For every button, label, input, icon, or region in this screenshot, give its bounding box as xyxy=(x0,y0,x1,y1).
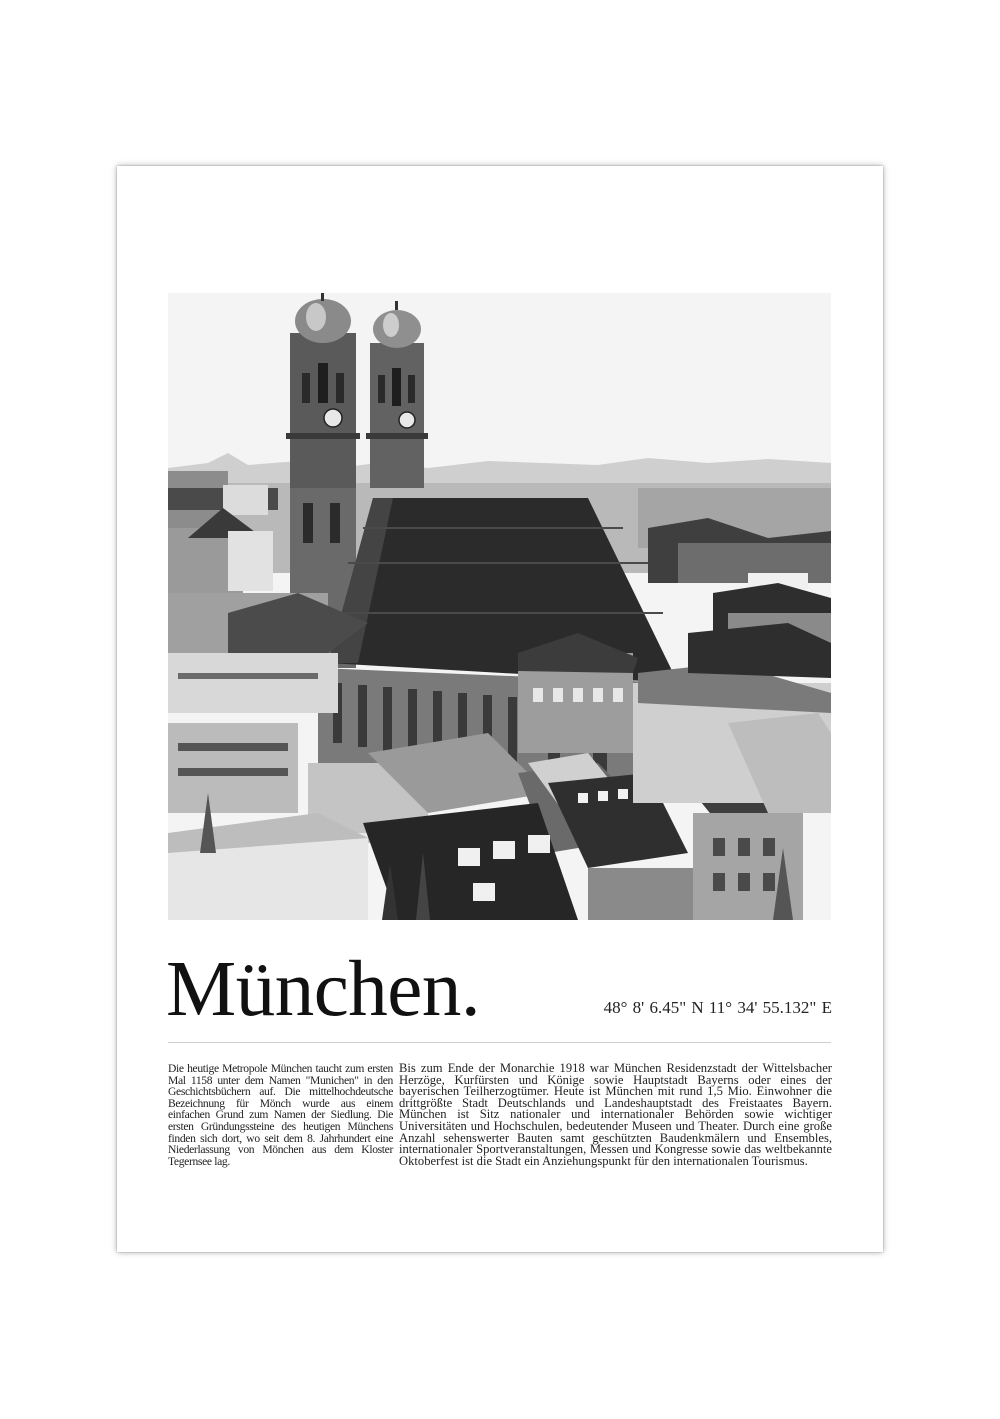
city-photo xyxy=(168,293,831,920)
poster xyxy=(117,166,883,1252)
divider-line xyxy=(168,1042,831,1043)
tower-right xyxy=(366,301,428,488)
city-title: München. xyxy=(166,946,481,1033)
text-column-left: Die heutige Metropole München taucht zum ersten Mal 1158 unter dem Namen "Munichen" in den Geschichtsbüchern auf. Die mittelhochdeutsche Bezeichnung für Mönch wurde aus einem einfachen Grund zum Namen der Siedlung. Die ersten Gründungssteine des heutigen Münchens finden sich dort, wo seit dem 8. Jahrhundert eine Niederlassung von Mönchen aus dem Kloster Tegernsee lag. xyxy=(168,1062,393,1168)
frauenkirche-illustration xyxy=(168,293,831,920)
coordinates: 48° 8' 6.45" N 11° 34' 55.132" E xyxy=(603,998,832,1017)
text-column-right: Bis zum Ende der Monarchie 1918 war München Residenzstadt der Wittelsbacher Herzöge, Kurfürsten und Könige sowie Hauptstadt Bayerns oder eines der bayerischen Teilherzogtümer. Heute ist München mit rund 1,5 Mio. Einwohner die drittgrößte Stadt Deutschlands und Landeshauptstadt des Freistaates Bayern. München ist Sitz nationaler und internationaler Behörden sowie wichtiger Universitäten und Hochschulen, bedeutender Museen und Theater. Durch eine große Anzahl sehenswerter Bauten samt geschützten Baudenkmälern und Ensembles, internationaler Sportveranstaltungen, Messen und Kongresse sowie das weltbekannte Oktoberfest ist die Stadt ein Anziehungspunkt für den internationalen Tourismus. xyxy=(399,1061,832,1168)
